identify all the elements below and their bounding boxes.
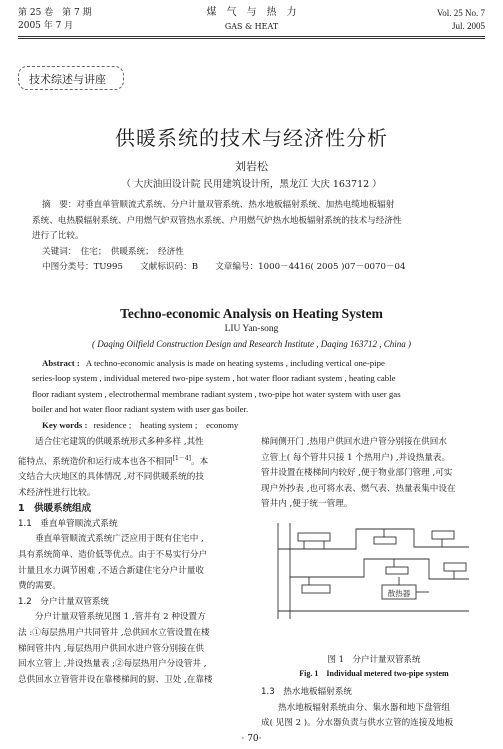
p3-line5: 总供回水立管管井设在靠楼梯间的厨、卫处 ,在靠楼 [18, 674, 213, 685]
article-title-en: Techno-economic Analysis on Heating System [120, 306, 383, 321]
rc2-line2: 成( 见图 2 )。分水器负责与供水立管的连接及地板 [261, 718, 454, 729]
radiator-6 [444, 563, 466, 571]
subsection-heading-1-3: 1.3 热水地板辐射系统 [261, 687, 353, 697]
intro-line1: 适合住宅建筑的供暖系统形式多种多样 ,其性 [35, 437, 204, 447]
header-rule [18, 36, 485, 37]
rc-line1: 梯间侧开门 ,热用户供回水进户管分别接在供回水 [261, 437, 447, 447]
author-name: 刘岩松 [235, 160, 268, 173]
rc-line3: 管井设置在楼梯间内较好 ,便于物业部门管理 ,可实 [261, 468, 453, 479]
classification-cn: 中图分类号：TU995 文献标识码：B 文章编号：1000－4416( 2005 )07－0070－04 [42, 262, 406, 273]
abstract-en-label: Abstract : [42, 358, 80, 368]
left-column [18, 435, 240, 688]
header-volume-issue: 第 25 卷 第 7 期 [18, 8, 92, 18]
abstract-en-line2: series-loop system , individual metered two-pipe system , hot water floor radiant system , heating cable [32, 373, 396, 384]
right-column-top [261, 435, 487, 513]
p3-line2: 法 :①每层热用户共同管井 ,总供回水立管设置在楼 [18, 627, 210, 638]
author-name-en: LIU Yan-song [224, 324, 279, 334]
floor-branch-middle [290, 559, 469, 579]
subsection-heading-1-1: 1.1 垂直单管顺流式系统 [18, 518, 118, 529]
p2-line2: 具有系统简单、造价低等优点。由于不易实行分户 [18, 550, 208, 561]
abstract-cn-line1: 对垂直单管顺流式系统、分户计量双管系统、热水地板辐射系统、加热电缆地板辐射 [76, 200, 395, 210]
intro-line4: 术经济性进行比较。 [18, 487, 96, 498]
p3-line1: 分户计量双管系统见图 1 ,管井有 2 种设置方 [35, 612, 206, 623]
rc-line4: 现户外抄表 ,也可将水表、燃气表、热量表集中设在 [261, 483, 456, 494]
radiator-1 [298, 533, 330, 541]
figure-1-caption-cn: 图 1 分户计量双管系统 [327, 655, 421, 665]
abstract-en-line4: boiler and hot water floor radiant system with user gas boiler. [32, 404, 249, 415]
abstract-cn-line2: 系统、电热膜辐射系统、户用燃气炉双管热水系统、户用燃气炉热水地板辐射系统的技术与经济性 [32, 215, 402, 226]
radiator-5 [386, 567, 408, 574]
header-rule-thin [18, 38, 485, 39]
keywords-cn: 关键词： 住宅； 供暖系统； 经济性 [42, 246, 184, 257]
page-number: · 70· [241, 734, 262, 744]
keywords-en-text: residence ; heating system ; economy [93, 419, 239, 430]
abstract-cn [32, 198, 478, 276]
abstract-cn-line3: 进行了比较。 [32, 231, 84, 242]
radiator-label: 散热器 [387, 589, 411, 598]
keywords-en-label: Key words : [42, 419, 88, 430]
rc-line2: 立管上( 每个管井只接 1 个热用户) ,并设热量表。 [261, 452, 451, 463]
section-tag-label: 技术综述与讲座 [29, 73, 106, 86]
subsection-heading-1-2: 1.2 分户计量双管系统 [18, 596, 110, 607]
p3-line4: 回水立管上 ,并设热量表 ;②每层热用户分设管井 , [18, 659, 207, 670]
abstract-cn-label: 摘 要： [42, 200, 77, 210]
intro-line3: 文结合大庆地区的具体情况 ,对不同供暖系统的技 [18, 472, 204, 483]
p2-line3: 计量且水力调节困难 ,不适合新建住宅分户计量收 [18, 565, 204, 576]
radiator-2 [374, 537, 396, 544]
figure-1-diagram [264, 519, 484, 644]
header-journal-title-en: GAS & HEAT [224, 22, 279, 31]
author-affiliation-en: ( Daqing Oilfield Construction Design and Research Institute , Daqing 163712 , China ) [92, 339, 411, 349]
section-tag [18, 66, 124, 90]
header-date: 2005 年 7 月 [18, 21, 74, 31]
rc-line5: 管井内 ,便于统一管理。 [261, 499, 353, 510]
radiator-4 [302, 585, 330, 593]
p2-line1: 垂直单管顺流式系统广泛应用于既有住宅中 , [35, 534, 204, 545]
intro-line2: 能特点、系统造价和运行成本也各不相同[1－4]。本 [18, 454, 209, 467]
rc2-line1: 热水地板辐射系统由分、集水器和地下盘管组 [278, 702, 450, 713]
header-date-en: Jul. 2005 [451, 21, 485, 31]
abstract-en [32, 356, 478, 433]
figure-1-caption-en: Fig. 1 Individual metered two-pipe system [299, 669, 449, 678]
abstract-en-line1: A techno-economic analysis is made on heating systems , including vertical one-pipe [85, 358, 385, 368]
header-journal-title: 煤 气 与 热 力 [206, 7, 297, 18]
p2-line4: 费的需要。 [18, 581, 61, 592]
article-title: 供暖系统的技术与经济性分析 [115, 126, 388, 150]
author-affiliation: （ 大庆油田设计院 民用建筑设计所，黑龙江 大庆 163712 ） [121, 179, 382, 190]
abstract-en-line3: floor radiant system , electrothermal membrane radiant system , two-pipe hot water system with user gas [32, 388, 401, 399]
right-column-bottom [261, 685, 487, 732]
p3-line3: 梯间管井内 ,每层热用户供回水进户管分别接在供 [18, 643, 204, 654]
radiator-3 [432, 531, 454, 539]
section-heading-1: 1 供暖系统组成 [18, 503, 92, 515]
citation-ref[interactable]: [1－4] [172, 454, 192, 462]
header-volume-en: Vol. 25 No. 7 [436, 8, 485, 18]
